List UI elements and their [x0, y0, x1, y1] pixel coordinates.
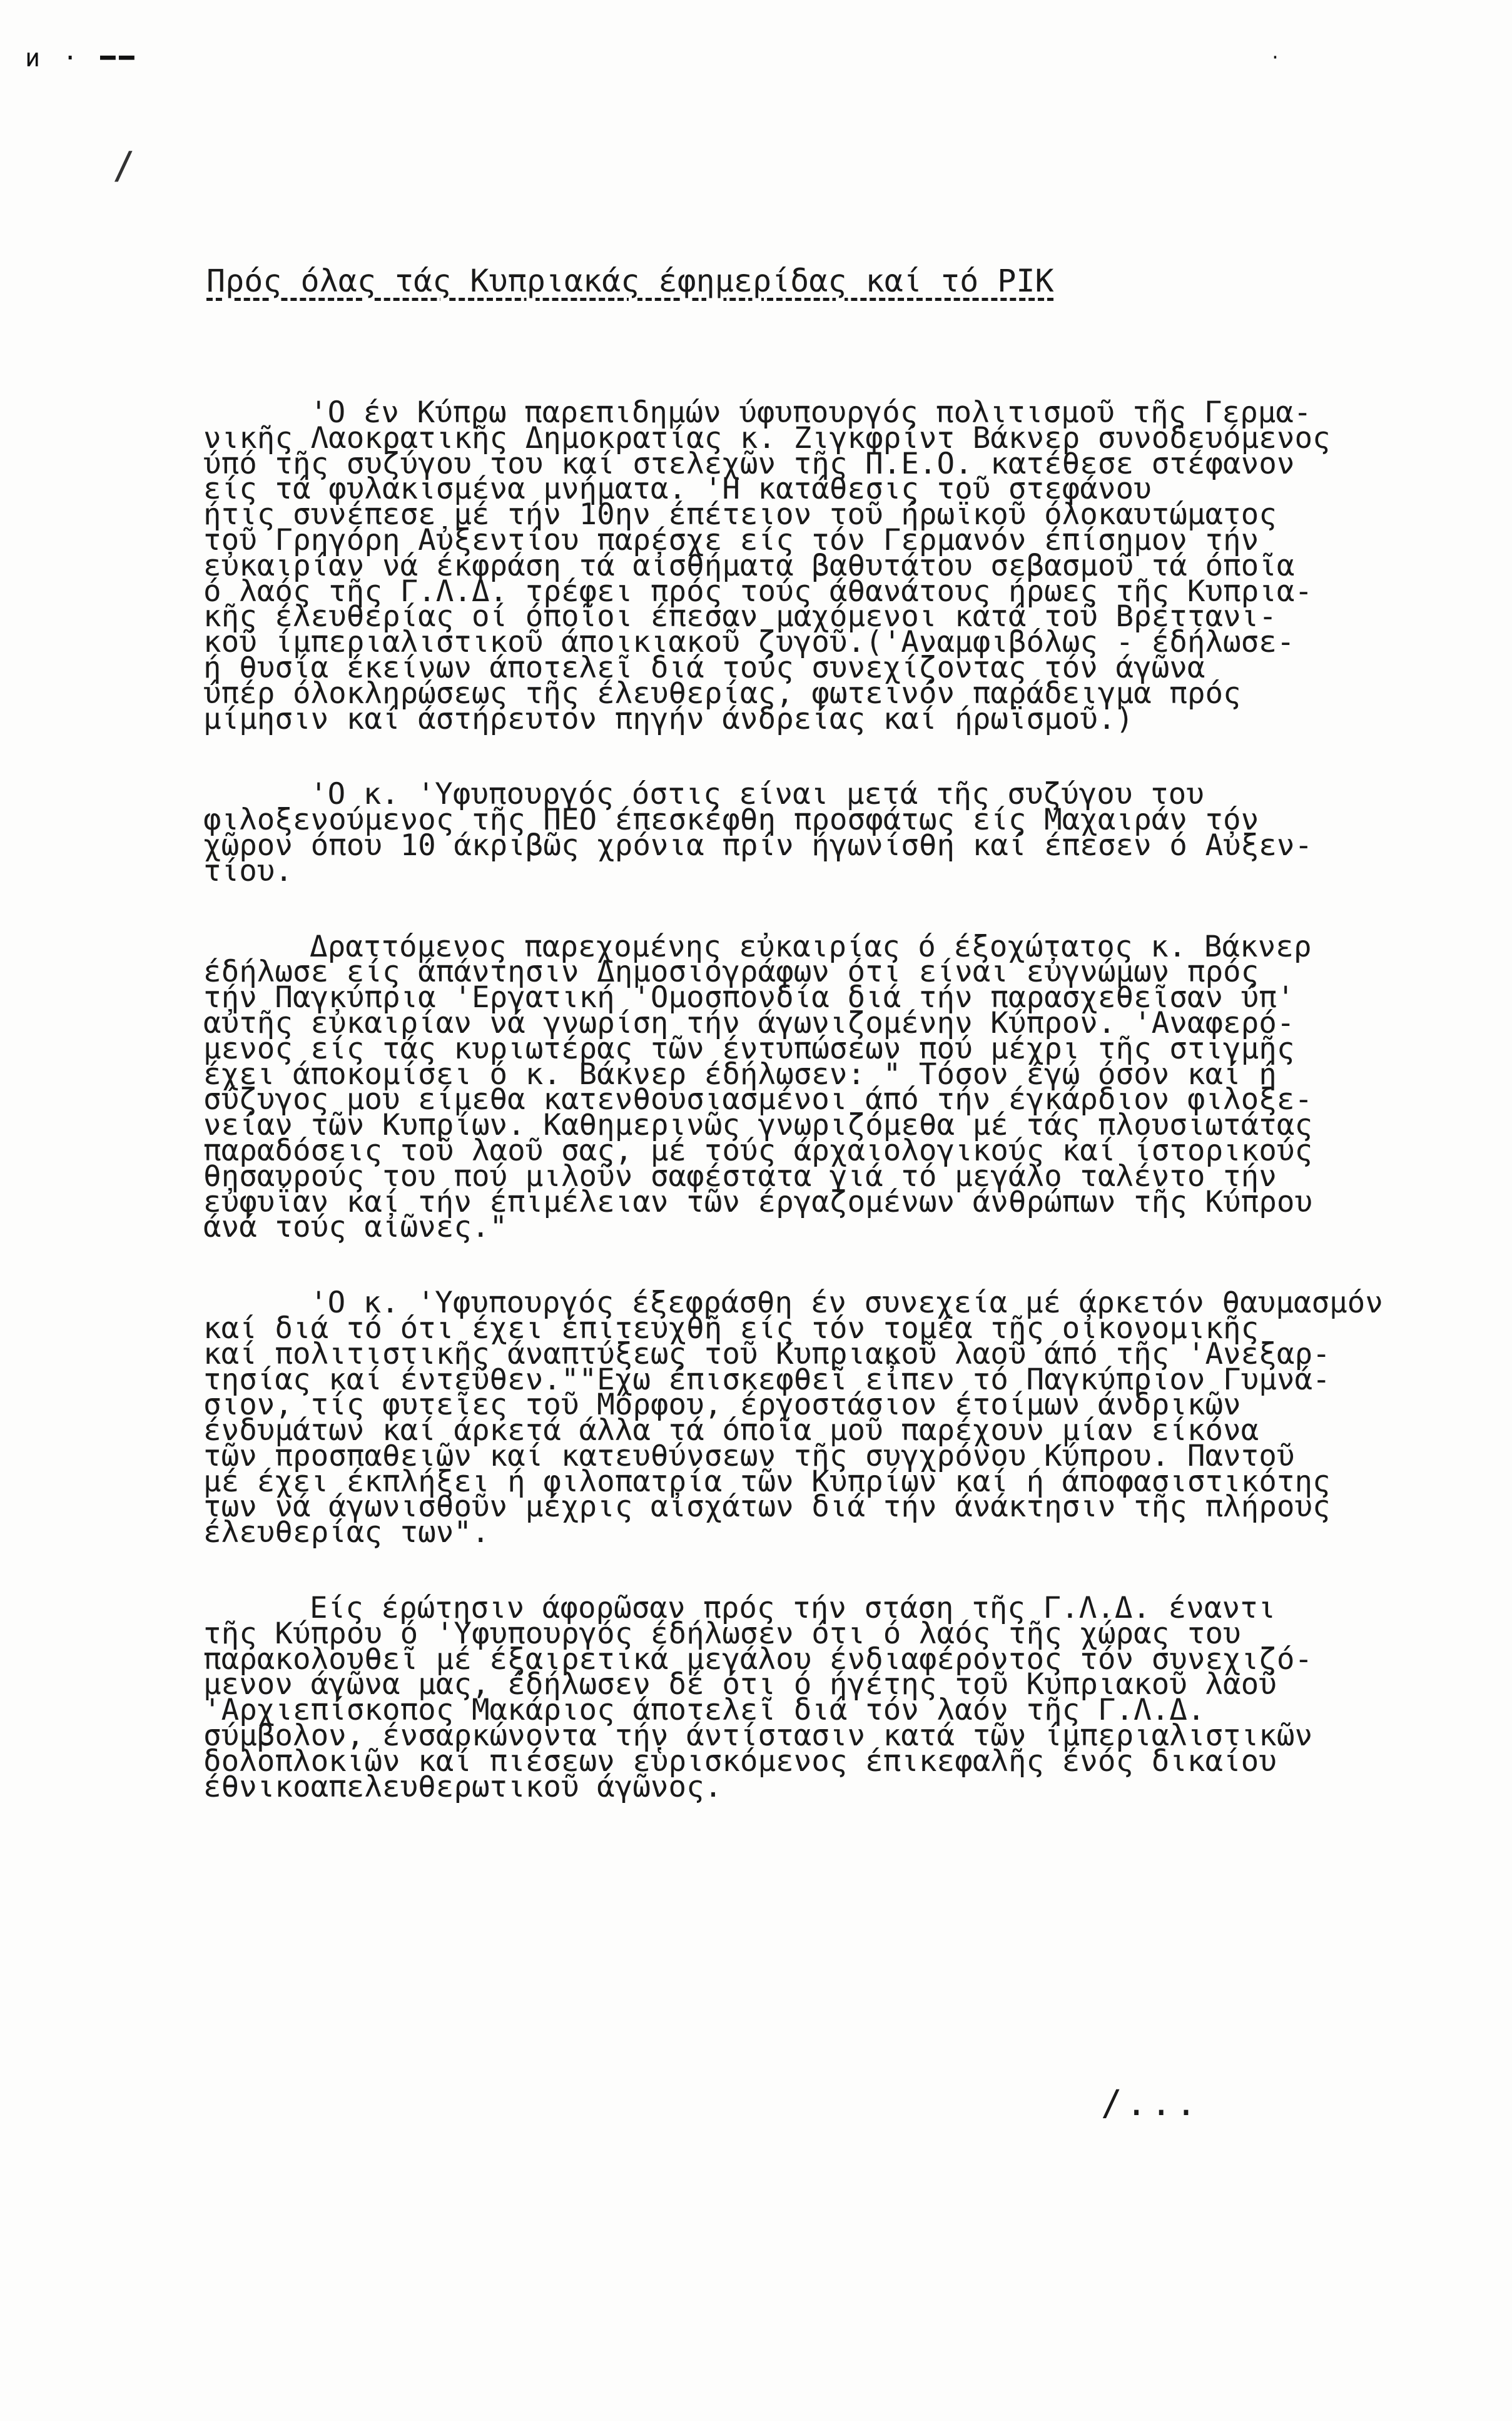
text-line: νείαν τῶν Κυπρίων. Καθημερινῶς γνωριζόμεθα μέ τάς πλουσιωτάτας [203, 1108, 1313, 1143]
text-line: μενον άγῶνα μας, έδήλωσεν δέ ότι ό ήγέτης τοῦ Κυπριακοῦ λαοῦ [203, 1667, 1277, 1702]
text-line: 'Ο κ. 'Υφυπουργός όστις είναι μετά τῆς συζύγου του [310, 777, 1204, 812]
text-line: 'Αρχιεπίσκοπος Μακάριος άποτελεῖ διά τόν λαόν τῆς Γ.Λ.Δ. [203, 1693, 1205, 1728]
text-line: χῶρον όπου 10 άκριβῶς χρόνια πρίν ήγωνίσθη καί έπεσεν ό Αὐξεν- [203, 828, 1313, 863]
paragraph-2 [203, 777, 1492, 888]
text-line: Είς έρώτησιν άφορῶσαν πρός τήν στάση τῆς Γ.Λ.Δ. έναντι [310, 1591, 1276, 1626]
text-line: θησαυρούς του πού μιλοῦν σαφέστατα γιά τό μεγάλο ταλέντο τήν [203, 1159, 1277, 1194]
continuation-mark: /... [1101, 2083, 1200, 2124]
text-line: αὐτῆς εὐκαιρίαν νά γνωρίση τήν άγωνιζομένην Κύπρον. 'Αναφερό- [203, 1005, 1295, 1040]
text-line: εὐφυΐαν καί τήν έπιμέλειαν τῶν έργαζομένων άνθρώπων τῆς Κύπρου [203, 1184, 1313, 1219]
paragraph-5 [203, 1591, 1492, 1804]
text-line: τῆς Κύπρου ό 'Υφυπουργός έδήλωσεν ότι ό λαός τῆς χώρας του [203, 1616, 1241, 1651]
text-line: τοῦ Γρηγόρη Αὐξεντίου παρέσχε είς τόν Γερμανόν έπίσημον τήν [203, 522, 1259, 557]
text-line: μίμησιν καί άστήρευτον πηγήν άνδρείας καί ήρωϊσμοῦ.) [203, 701, 1134, 736]
ink-dot-mark: · [1270, 47, 1281, 68]
text-line: σύζυγος μου είμεθα κατενθουσιασμένοι άπό τήν έγκάρδιον φιλοξε- [203, 1082, 1313, 1117]
text-line: ένδυμάτων καί άρκετά άλλα τά όποῖα μοῦ παρέχουν μίαν είκόνα [203, 1413, 1259, 1448]
text-line: ή θυσία έκείνων άποτελεῖ διά τούς συνεχίζοντας τόν άγῶνα [203, 650, 1205, 685]
text-line: των νά άγωνισθοῦν μέχρις αἰσχάτων διά τήν άνάκτησιν τῆς πλήρους [203, 1490, 1331, 1525]
text-line: σιον, τίς φυτεῖες τοῦ Μόρφου, έργοστάσιον έτοίμων άνδρικῶν [203, 1388, 1241, 1423]
text-line: εὐκαιρίαν νά έκφράση τά αἰσθήματα βαθυτάτου σεβασμοῦ τά όποῖα [203, 548, 1295, 583]
text-line: κοῦ ίμπεριαλιστικοῦ άποικιακοῦ ζυγοῦ.('Αναμφιβόλως - έδήλωσε- [203, 625, 1295, 660]
text-line: έλευθερίας των". [203, 1515, 490, 1550]
text-line: Δραττόμενος παρεχομένης εὐκαιρίας ό έξοχώτατος κ. Βάκνερ [310, 929, 1312, 964]
text-line: δολοπλοκιῶν καί πιέσεων εὑρισκόμενος έπικεφαλῆς ένός δικαίου [203, 1743, 1277, 1779]
text-line: είς τά φυλακισμένα μνήματα. 'Η κατάθεσις τοῦ στεφάνου [203, 472, 1152, 507]
text-line: μενος είς τάς κυριωτέρας τῶν έντυπώσεων πού μέχρι τῆς στιγμῆς [203, 1031, 1295, 1066]
text-line: έδήλωσε είς άπάντησιν Δημοσιογράφων ότι είναι εὐγνώμων πρός [203, 955, 1259, 990]
document-body [203, 395, 1492, 1850]
text-line: έθνικοαπελευθερωτικοῦ άγῶνος. [203, 1769, 723, 1804]
text-line: σύμβολον, ένσαρκώνοντα τήν άντίστασιν κατά τῶν ίμπεριαλιστικῶν [203, 1718, 1313, 1754]
text-line: 'Ο κ. 'Υφυπουργός έξεφράσθη έν συνεχεία μέ άρκετόν θαυμασμόν [310, 1286, 1383, 1321]
paragraph-3 [203, 929, 1492, 1245]
paragraph-4 [203, 1286, 1492, 1550]
pen-stroke-mark: / [113, 144, 136, 188]
text-line: ήτις συνέπεσε μέ τήν 10ην έπέτειον τοῦ ήρωϊκοῦ όλοκαυτώματος [203, 497, 1277, 532]
text-line: μέ έχει έκπλήξει ή φιλοπατρία τῶν Κυπρίων καί ή άποφασιστικότης [203, 1464, 1331, 1499]
text-line: ύπό τῆς συζύγου του καί στελεχῶν τῆς Π.Ε.Ο. κατέθεσε στέφανον [203, 446, 1295, 481]
text-line: νικῆς Λαοκρατικῆς Δημοκρατίας κ. Ζιγκφρίντ Βάκνερ συνοδευόμενος [203, 420, 1331, 455]
text-line: καί διά τό ότι έχει έπιτευχθῆ είς τόν τομέα τῆς οἰκονομικῆς [203, 1311, 1259, 1346]
text-line: καί πολιτιστικῆς άναπτύξεως τοῦ Κυπριακοῦ λαοῦ άπό τῆς 'Ανεξαρ- [203, 1336, 1331, 1371]
text-line: 'Ο έν Κύπρω παρεπιδημών ύφυπουργός πολιτισμοῦ τῆς Γερμα- [310, 395, 1312, 430]
text-line: τῶν προσπαθειῶν καί κατευθύνσεων τῆς συγχρόνου Κύπρου. Παντοῦ [203, 1438, 1295, 1473]
text-line: κῆς έλευθερίας οί όποῖοι έπεσαν μαχόμενοι κατά τοῦ Βρεττανι- [203, 599, 1277, 634]
text-line: έχει άποκομίσει ό κ. Βάκνερ έδήλωσεν: " Τόσον έγώ όσον καί ή [203, 1057, 1277, 1092]
text-line: φιλοξενούμενος τῆς ΠΕΟ έπεσκέφθη προσφάτως είς Μαχαιράν τόν [203, 803, 1259, 838]
text-line: παραδόσεις τοῦ λαοῦ σας, μέ τούς άρχαιολογικούς καί ίστορικούς [203, 1133, 1313, 1168]
corner-scribble-mark: ͷ · ━━ [25, 44, 138, 73]
text-line: ύπέρ όλοκληρώσεως τῆς έλευθερίας, φωτεινόν παράδειγμα πρός [203, 676, 1241, 711]
text-line: ό λαός τῆς Γ.Λ.Δ. τρέφει πρός τούς άθανάτους ήρωες τῆς Κυπρια- [203, 574, 1313, 609]
text-line: τησίας καί έντεῦθεν.""Εχω έπισκεφθεῖ εἶπεν τό Παγκύπριον Γυμνά- [203, 1362, 1331, 1397]
document-title: Πρός όλας τάς Κυπριακάς έφημερίδας καί τό ΡΙΚ [206, 263, 1054, 299]
text-line: παρακολουθεῖ μέ έξαιρετικά μεγάλου ένδιαφέροντος τόν συνεχιζό- [203, 1642, 1313, 1677]
text-line: άνά τούς αἰῶνες." [203, 1210, 508, 1245]
text-line: τίου. [203, 853, 293, 888]
paragraph-1 [203, 395, 1492, 736]
text-line: τήν Παγκύπρια 'Εργατική 'Ομοσπονδία διά τήν παρασχεθεῖσαν ύπ' [203, 980, 1295, 1015]
